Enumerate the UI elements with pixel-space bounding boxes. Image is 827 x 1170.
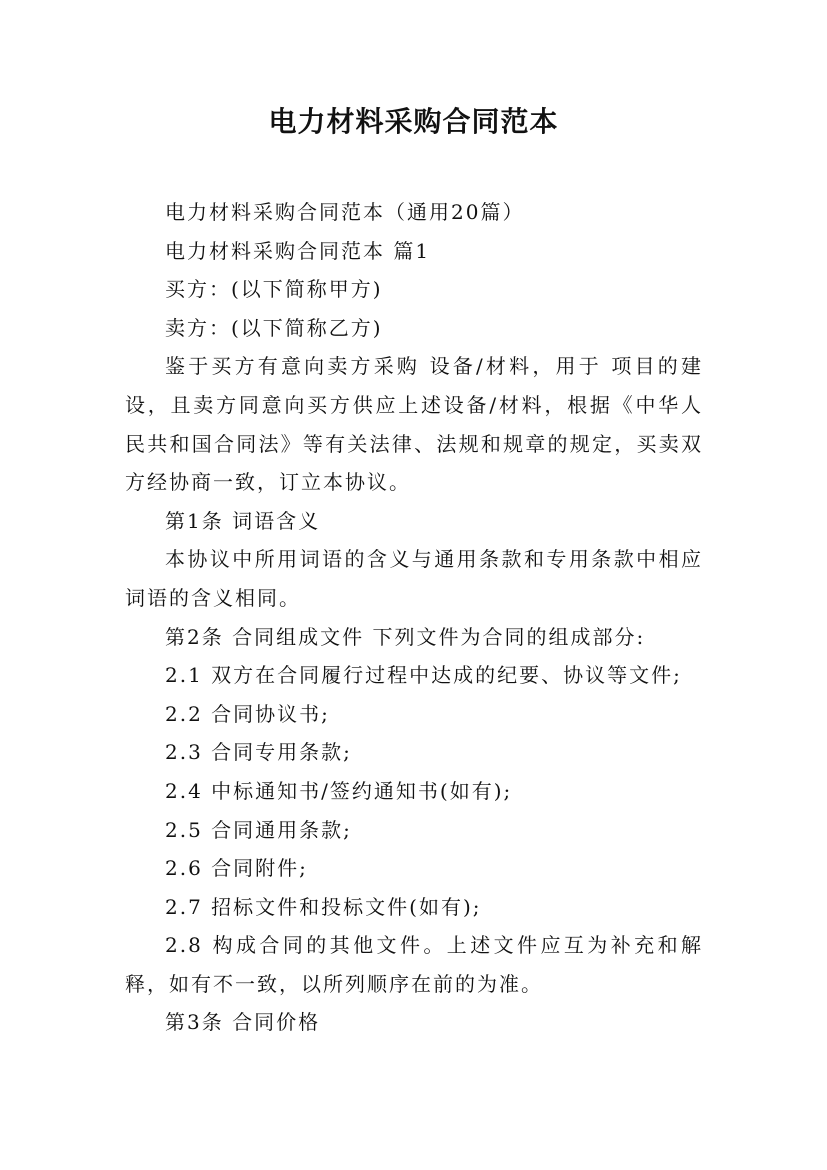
paragraph-item-2-4: 2.4 中标通知书/签约通知书(如有);: [165, 778, 513, 803]
paragraph-item-2-5: 2.5 合同通用条款;: [165, 817, 352, 842]
paragraph-article-1-text: 本协议中所用词语的含义与通用条款和专用条款中相应词语的含义相同。: [125, 547, 703, 610]
paragraph-buyer: 买方：(以下简称甲方): [165, 277, 383, 302]
paragraph-article-1-heading: 第1条 词语含义: [165, 508, 321, 533]
paragraph-article-2-heading: 第2条 合同组成文件 下列文件为合同的组成部分:: [165, 624, 646, 649]
paragraph-item-2-8: 2.8 构成合同的其他文件。上述文件应互为补充和解释，如有不一致，以所列顺序在前的为准。: [125, 933, 703, 996]
paragraph-article-3-heading: 第3条 合同价格: [165, 1010, 321, 1035]
paragraph-seller: 卖方：(以下简称乙方): [165, 315, 383, 340]
paragraph-subtitle: 电力材料采购合同范本（通用20篇）: [165, 200, 525, 224]
paragraph-item-2-3: 2.3 合同专用条款;: [165, 740, 352, 765]
paragraph-item-2-1: 2.1 双方在合同履行过程中达成的纪要、协议等文件;: [165, 663, 682, 688]
paragraph-preamble: 鉴于买方有意向卖方采购 设备/材料，用于 项目的建设，且卖方同意向买方供应上述设备/材料，根据《中华人民共和国合同法》等有关法律、法规和规章的规定，买卖双方经协商一致，订立本协议。: [125, 354, 703, 495]
paragraph-section-heading: 电力材料采购合同范本 篇1: [165, 238, 431, 263]
paragraph-item-2-2: 2.2 合同协议书;: [165, 701, 330, 726]
paragraph-item-2-6: 2.6 合同附件;: [165, 856, 308, 881]
document-title: 电力材料采购合同范本: [268, 105, 559, 138]
paragraph-item-2-7: 2.7 招标文件和投标文件(如有);: [165, 894, 482, 919]
document-body: [125, 193, 703, 1042]
